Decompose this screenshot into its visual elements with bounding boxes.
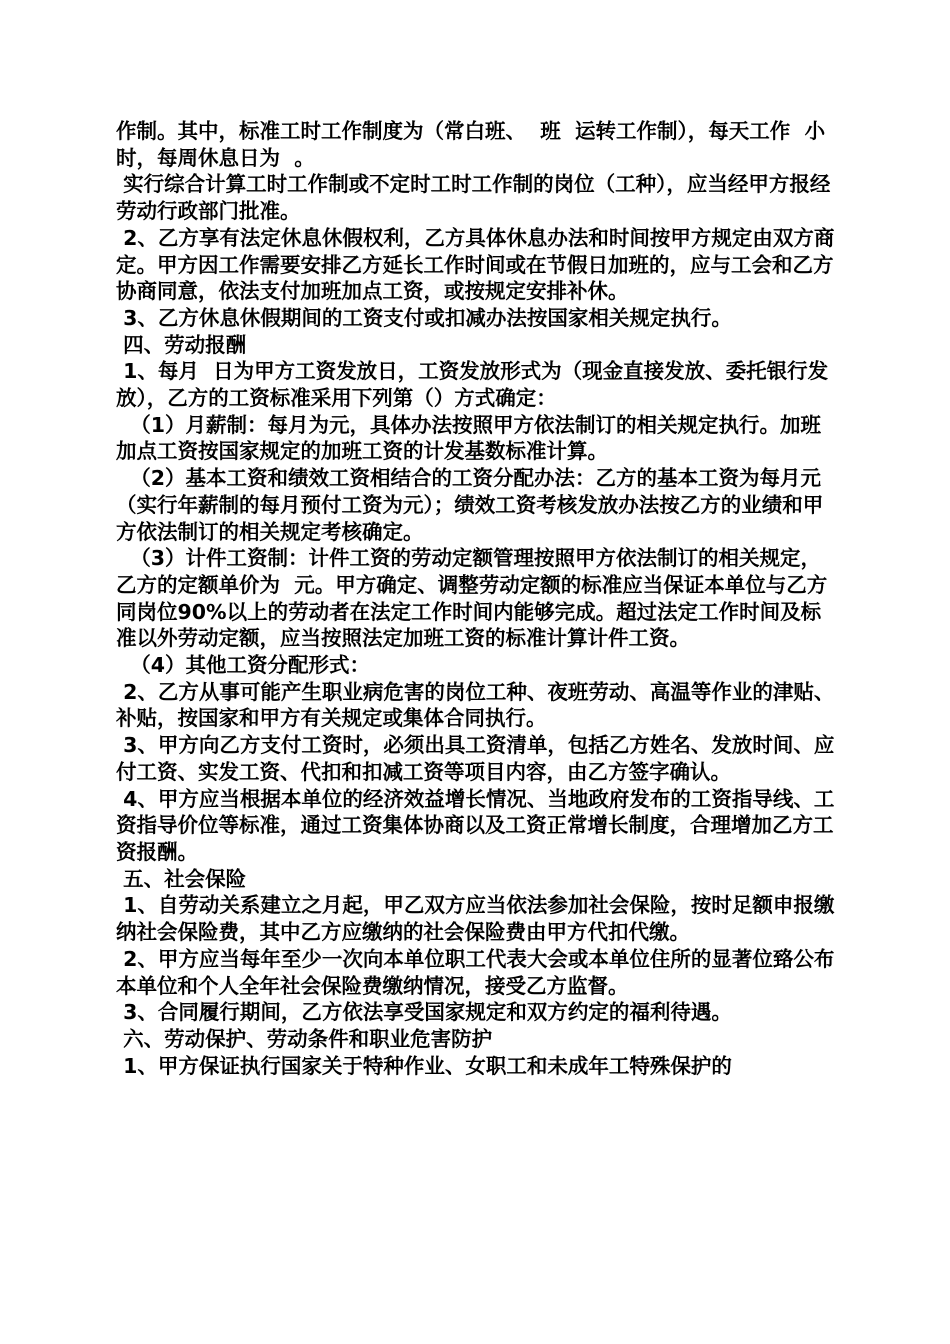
paragraph-other-pay: （4）其他工资分配形式： bbox=[116, 653, 371, 678]
paragraph-pay-increase: 4、甲方应当根据本单位的经济效益增长情况、当地政府发布的工资指导线、工资指导价位等标准，通过工资集体协商以及工资正常增长制度，合理增加乙方工资报酬。 bbox=[116, 786, 835, 864]
paragraph-piece-rate: （3）计件工资制：计件工资的劳动定额管理按照甲方依法制订的相关规定，乙方的定额单价为 元。甲方确定、调整劳动定额的标准应当保证本单位与乙方同岗位90%以上的劳动者在法定工作时间内能够完成。超过法定工作时间及标准以外劳动定额，应当按照法定加班工资的标准计算计件工资。 bbox=[116, 546, 828, 651]
paragraph-allowances: 2、乙方从事可能产生职业病危害的岗位工种、夜班劳动、高温等作业的津贴、补贴，按国家和甲方有关规定或集体合同执行。 bbox=[116, 679, 835, 731]
paragraph-working-hours: 作制。其中，标准工时工作制度为（常白班、 班 运转工作制），每天工作 小时，每周休息日为 。 bbox=[116, 119, 826, 170]
paragraph-insurance-disclosure: 2、甲方应当每年至少一次向本单位职工代表大会或本单位住所的显著位臵公布本单位和个人全年社会保险费缴纳情况，接受乙方监督。 bbox=[116, 946, 835, 998]
section-heading-social-insurance: 五、社会保险 bbox=[116, 866, 247, 891]
paragraph-monthly-salary: （1）月薪制：每月为元，具体办法按照甲方依法制订的相关规定执行。加班加点工资按国家规定的加班工资的计发基数标准计算。 bbox=[116, 412, 822, 464]
paragraph-base-performance-pay: （2）基本工资和绩效工资相结合的工资分配办法：乙方的基本工资为每月元（实行年薪制的每月预付工资为元）；绩效工资考核发放办法按乙方的业绩和甲方依法制订的相关规定考核确定。 bbox=[116, 466, 824, 544]
paragraph-welfare: 3、合同履行期间，乙方依法享受国家规定和双方约定的福利待遇。 bbox=[116, 1000, 732, 1025]
section-heading-remuneration: 四、劳动报酬 bbox=[116, 332, 247, 357]
paragraph-special-protection: 1、甲方保证执行国家关于特种作业、女职工和未成年工特殊保护的 bbox=[116, 1053, 732, 1078]
paragraph-rest-rights: 2、乙方享有法定休息休假权利，乙方具体休息办法和时间按甲方规定由双方商定。甲方因工作需要安排乙方延长工作时间或在节假日加班的，应与工会和乙方协商同意，依法支付加班加点工资，或按规定安排补休。 bbox=[116, 225, 835, 304]
paragraph-rest-pay: 3、乙方休息休假期间的工资支付或扣减办法按国家相关规定执行。 bbox=[116, 305, 732, 330]
paragraph-flexible-hours: 实行综合计算工时工作制或不定时工时工作制的岗位（工种），应当经甲方报经劳动行政部门批准。 bbox=[116, 172, 831, 224]
document-body bbox=[116, 118, 840, 1079]
paragraph-pay-slip: 3、甲方向乙方支付工资时，必须出具工资清单，包括乙方姓名、发放时间、应付工资、实发工资、代扣和扣减工资等项目内容，由乙方签字确认。 bbox=[116, 733, 835, 784]
paragraph-insurance-enrollment: 1、自劳动关系建立之月起，甲乙双方应当依法参加社会保险，按时足额申报缴纳社会保险费，其中乙方应缴纳的社会保险费由甲方代扣代缴。 bbox=[116, 893, 835, 945]
paragraph-pay-day: 1、每月 日为甲方工资发放日，工资发放形式为（现金直接发放、委托银行发放），乙方的工资标准采用下列第（）方式确定： bbox=[116, 359, 829, 411]
section-heading-labor-protection: 六、劳动保护、劳动条件和职业危害防护 bbox=[116, 1026, 493, 1051]
